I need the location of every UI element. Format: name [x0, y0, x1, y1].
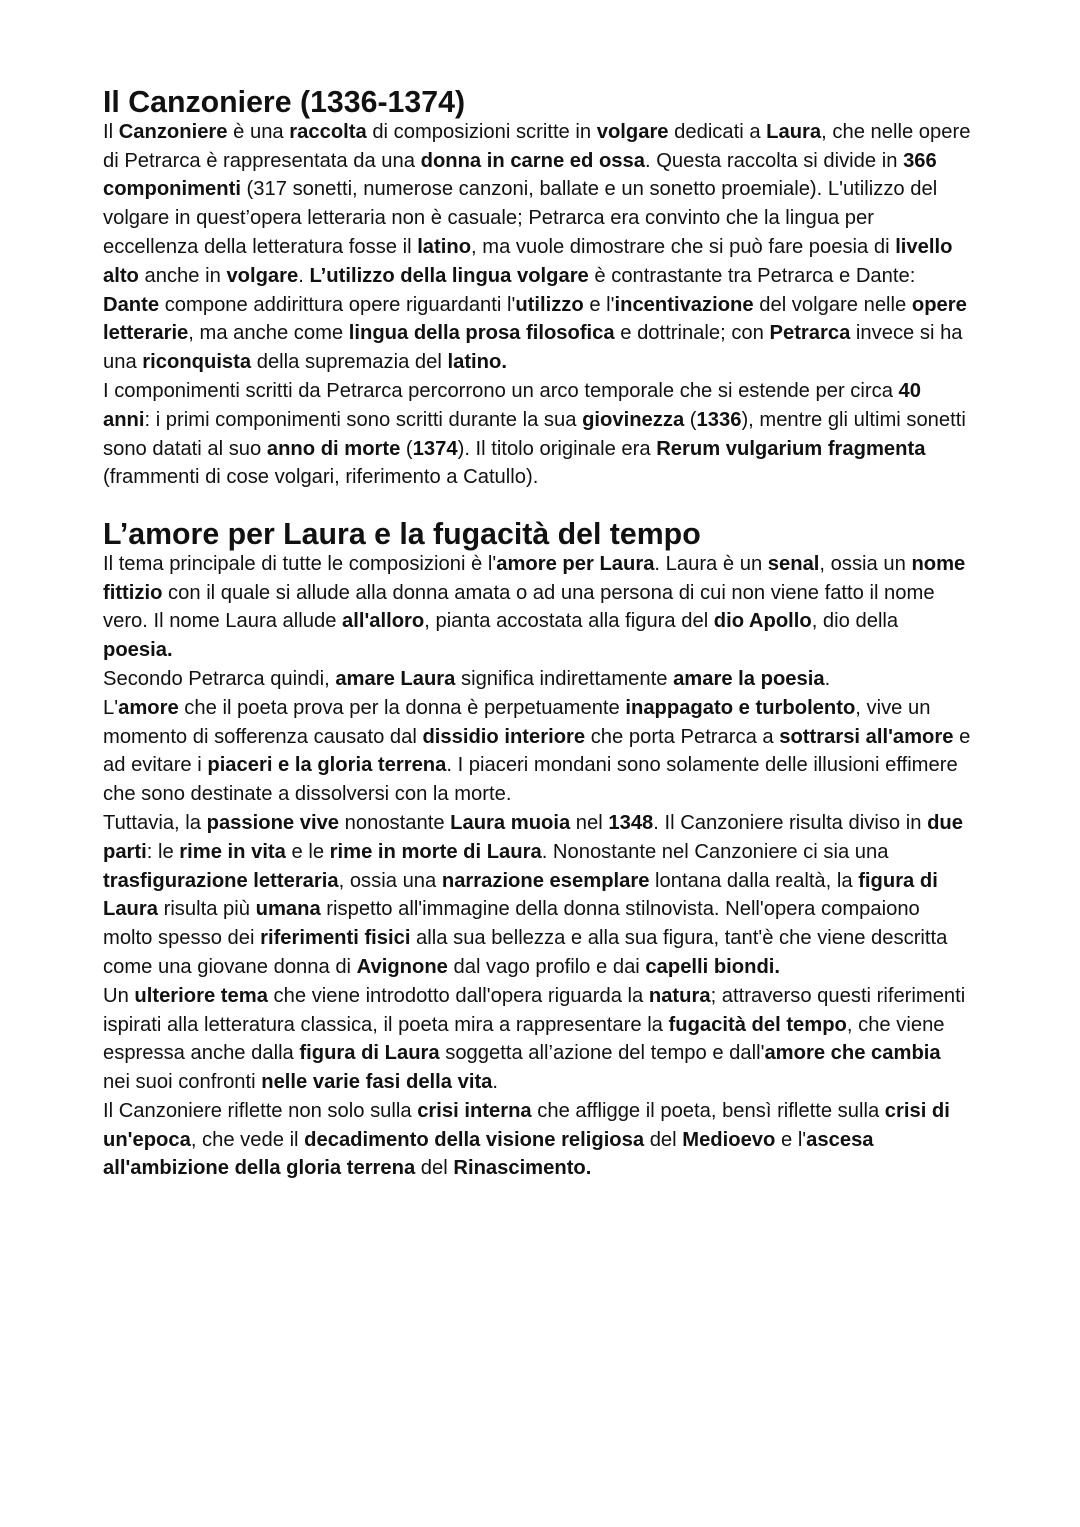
- document-page: [103, 86, 973, 1183]
- bold-term: 1348: [608, 811, 654, 834]
- bold-term: Rinascimento.: [453, 1157, 592, 1180]
- bold-term: 40 anni: [103, 379, 922, 431]
- bold-term: volgare: [596, 120, 669, 143]
- bold-term: umana: [255, 898, 321, 921]
- bold-term: nome fittizio: [103, 552, 966, 604]
- paragraph: Il tema principale di tutte le composizioni è l'amore per Laura. Laura è un senal, ossia un nome fittizio con il quale si allude alla donna amata o ad una persona di cui non viene fatto il nome vero. Il nome Laura allude all'alloro, pianta accostata alla figura del dio Apollo, dio della poesia.: [103, 552, 966, 662]
- bold-term: crisi di un'epoca: [103, 1099, 950, 1151]
- bold-term: all'alloro: [342, 610, 425, 633]
- bold-term: Dante: [103, 293, 160, 316]
- bold-term: incentivazione: [614, 293, 754, 316]
- bold-term: donna in carne ed ossa: [420, 149, 645, 172]
- bold-term: figura di Laura: [299, 1042, 440, 1065]
- bold-term: amore: [118, 696, 179, 719]
- bold-term: amore per Laura: [496, 552, 655, 575]
- bold-term: senal: [767, 552, 820, 575]
- bold-term: inappagato e turbolento: [625, 696, 856, 719]
- bold-term: giovinezza: [582, 408, 685, 431]
- bold-term: poesia.: [103, 639, 173, 662]
- bold-term: amare Laura: [335, 667, 456, 690]
- bold-term: Rerum vulgarium fragmenta: [656, 437, 926, 460]
- bold-term: due parti: [103, 811, 963, 863]
- bold-term: 1374: [412, 437, 458, 460]
- bold-term: piaceri e la gloria terrena: [207, 754, 447, 777]
- bold-term: trasfigurazione letteraria: [103, 869, 339, 892]
- paragraph: L'amore che il poeta prova per la donna è perpetuamente inappagato e turbolento, vive un momento di sofferenza causato dal dissidio interiore che porta Petrarca a sottrarsi all'amore e ad evitare i piaceri e la gloria terrena. I piaceri mondani sono solamente delle illusioni effimere che sono destinate a dissolversi con la morte.: [103, 696, 971, 806]
- bold-term: 366 componimenti: [103, 149, 937, 201]
- bold-term: dissidio interiore: [422, 725, 586, 748]
- bold-term: Petrarca: [769, 322, 851, 345]
- bold-term: riconquista: [142, 351, 252, 374]
- bold-term: figura di Laura: [103, 869, 938, 921]
- bold-term: amare la poesia: [673, 667, 825, 690]
- section-title: Il Canzoniere (1336-1374): [103, 86, 466, 119]
- bold-term: sottrarsi all'amore: [779, 725, 954, 748]
- bold-term: Canzoniere: [118, 120, 228, 143]
- bold-term: fugacità del tempo: [668, 1013, 847, 1036]
- bold-term: opere letterarie: [103, 293, 967, 345]
- paragraph: I componimenti scritti da Petrarca percorrono un arco temporale che si estende per circa 40 anni: i primi componimenti sono scritti durante la sua giovinezza (1336), mentre gli ultimi sonetti sono datati al suo anno di morte (1374). Il titolo originale era Rerum vulgarium fragmenta (frammenti di cose volgari, riferimento a Catullo).: [103, 379, 966, 489]
- bold-term: narrazione esemplare: [441, 869, 650, 892]
- bold-term: dio Apollo: [713, 610, 812, 633]
- bold-term: lingua della prosa filosofica: [348, 322, 615, 345]
- section-title: L’amore per Laura e la fugacità del tempo: [103, 517, 701, 551]
- section-spacer: [103, 492, 973, 521]
- bold-term: ulteriore tema: [134, 984, 268, 1007]
- bold-term: raccolta: [289, 120, 367, 143]
- bold-term: anno di morte: [266, 437, 401, 460]
- bold-term: ascesa all'ambizione della gloria terrena: [103, 1128, 874, 1180]
- bold-term: Laura muoia: [450, 811, 571, 834]
- bold-term: amore che cambia: [764, 1042, 941, 1065]
- bold-term: capelli biondi.: [645, 955, 781, 978]
- bold-term: volgare: [226, 264, 299, 287]
- paragraph: Tuttavia, la passione vive nonostante Laura muoia nel 1348. Il Canzoniere risulta diviso in due parti: le rime in vita e le rime in morte di Laura. Nonostante nel Canzoniere ci sia una trasfigurazione letteraria, ossia una narrazione esemplare lontana dalla realtà, la figura di Laura risulta più umana rispetto all'immagine della donna stilnovista. Nell'opera compaiono molto spesso dei riferimenti fisici alla sua bellezza e alla sua figura, tant'è che viene descritta come una giovane donna di Avignone dal vago profilo e dai capelli biondi.: [103, 811, 963, 978]
- bold-term: nelle varie fasi della vita: [261, 1071, 493, 1094]
- bold-term: 1336: [696, 408, 742, 431]
- bold-term: latino.: [447, 351, 507, 374]
- bold-term: natura: [648, 984, 711, 1007]
- paragraph: Il Canzoniere riflette non solo sulla crisi interna che affligge il poeta, bensì riflette sulla crisi di un'epoca, che vede il decadimento della visione religiosa del Medioevo e l'ascesa all'ambizione della gloria terrena del Rinascimento.: [103, 1099, 950, 1180]
- bold-term: L’utilizzo della lingua volgare: [309, 264, 589, 287]
- bold-term: Laura: [766, 120, 822, 143]
- paragraph: Secondo Petrarca quindi, amare Laura significa indirettamente amare la poesia.: [103, 667, 831, 690]
- bold-term: riferimenti fisici: [260, 927, 411, 950]
- bold-term: passione vive: [206, 811, 340, 834]
- bold-term: livello alto: [103, 235, 953, 287]
- paragraph: Il Canzoniere è una raccolta di composizioni scritte in volgare dedicati a Laura, che nelle opere di Petrarca è rappresentata da una donna in carne ed ossa. Questa raccolta si divide in 366 componimenti (317 sonetti, numerose canzoni, ballate e un sonetto proemiale). L'utilizzo del volgare in quest’opera letteraria non è casuale; Petrarca era convinto che la lingua per eccellenza della letteratura fosse il latino, ma vuole dimostrare che si può fare poesia di livello alto anche in volgare. L’utilizzo della lingua volgare è contrastante tra Petrarca e Dante: Dante compone addirittura opere riguardanti l'utilizzo e l'incentivazione del volgare nelle opere letterarie, ma anche come lingua della prosa filosofica e dottrinale; con Petrarca invece si ha una riconquista della supremazia del latino.: [103, 120, 971, 374]
- bold-term: Avignone: [356, 955, 448, 978]
- bold-term: crisi interna: [417, 1099, 532, 1122]
- paragraph: Un ulteriore tema che viene introdotto dall'opera riguarda la natura; attraverso questi riferimenti ispirati alla letteratura classica, il poeta mira a rappresentare la fugacità del tempo, che viene espressa anche dalla figura di Laura soggetta all’azione del tempo e dall'amore che cambia nei suoi confronti nelle varie fasi della vita.: [103, 984, 966, 1094]
- bold-term: rime in vita: [179, 840, 286, 863]
- bold-term: latino: [417, 235, 472, 258]
- bold-term: Medioevo: [682, 1128, 776, 1151]
- bold-term: decadimento della visione religiosa: [304, 1128, 645, 1151]
- bold-term: utilizzo: [515, 293, 584, 316]
- bold-term: rime in morte di Laura: [329, 840, 542, 863]
